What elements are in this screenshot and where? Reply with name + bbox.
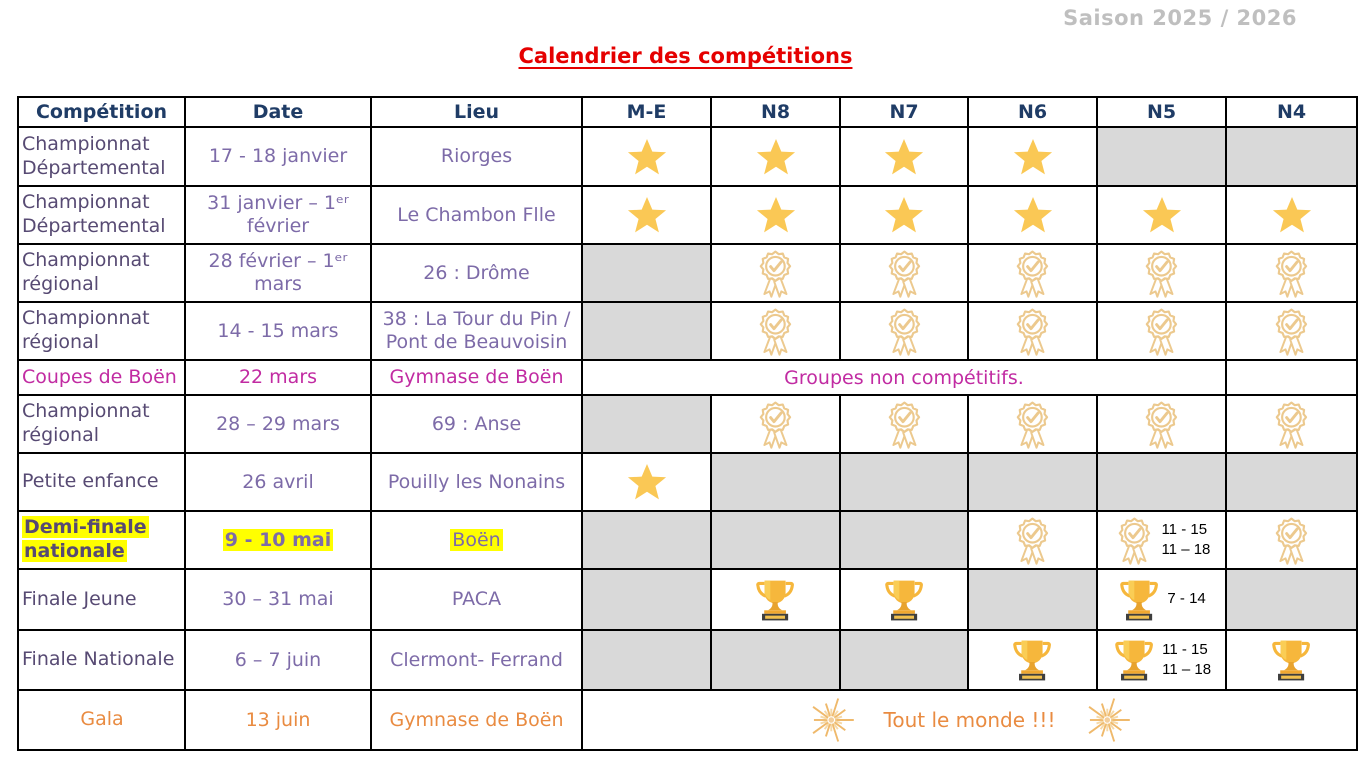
column-header-m-e: M-E: [582, 97, 711, 127]
level-cell-rosette: [968, 511, 1097, 569]
level-cell-star: [840, 127, 968, 186]
cell-date: 30 – 31 mai: [185, 569, 371, 630]
rosette-award-icon: [883, 248, 926, 298]
cell-name: Championnat régional: [18, 395, 185, 453]
rosette-award-icon: [1011, 248, 1054, 298]
rosette-award-icon: [754, 399, 797, 449]
level-cell-rosette: [711, 244, 840, 302]
level-cell-trophy: [1097, 630, 1226, 690]
fireworks-icon: [807, 694, 856, 746]
cell-name: Finale Nationale: [18, 630, 185, 690]
level-cell-rosette: [1226, 395, 1357, 453]
star-icon: [882, 135, 926, 179]
level-cell-rosette: [711, 302, 840, 360]
star-icon: [1270, 193, 1314, 237]
rosette-award-icon: [1270, 515, 1313, 565]
level-cell-rosette: [968, 244, 1097, 302]
title-row: [0, 44, 1371, 68]
rosette-award-icon: [1011, 399, 1054, 449]
cell-lieu: Riorges: [371, 127, 582, 186]
trophy-icon: [1010, 637, 1054, 683]
level-cell-empty: [1226, 453, 1357, 511]
table-row: [18, 453, 1357, 511]
column-header-date: Date: [185, 97, 371, 127]
cell-lieu: Gymnase de Boën: [371, 690, 582, 750]
level-cell-star: [968, 127, 1097, 186]
age-group-label: 11 - 15: [1162, 640, 1208, 658]
rosette-award-icon: [1140, 306, 1183, 356]
merged-note-cell: Groupes non compétitifs.: [582, 360, 1226, 395]
page-title: Calendrier des compétitions: [518, 44, 853, 68]
star-icon: [1011, 135, 1055, 179]
level-cell-empty: [968, 453, 1097, 511]
cell-lieu: 26 : Drôme: [371, 244, 582, 302]
rosette-award-icon: [754, 306, 797, 356]
level-cell-empty: [1097, 453, 1226, 511]
rosette-award-icon: [1270, 248, 1313, 298]
column-header-lieu: Lieu: [371, 97, 582, 127]
level-cell-rosette: [840, 302, 968, 360]
level-cell-rosette: [1226, 244, 1357, 302]
competitions-table: [17, 96, 1358, 751]
level-cell-trophy: [1226, 630, 1357, 690]
cell-date: 17 - 18 janvier: [185, 127, 371, 186]
age-group-label: 11 – 18: [1162, 661, 1212, 678]
level-cell-empty: [1226, 360, 1357, 395]
cell-lieu: 69 : Anse: [371, 395, 582, 453]
cell-name: Championnat régional: [18, 244, 185, 302]
level-cell-empty: [582, 302, 711, 360]
cell-name: Championnat Départemental: [18, 186, 185, 244]
level-cell-empty: [582, 630, 711, 690]
level-cell-empty: [840, 630, 968, 690]
highlighted-text: 9 - 10 mai: [224, 528, 332, 551]
highlighted-text: Boën: [452, 528, 501, 551]
cell-lieu: Le Chambon Flle: [371, 186, 582, 244]
cell-date: 31 janvier – 1ᵉʳ février: [185, 186, 371, 244]
level-cell-rosette: [1097, 395, 1226, 453]
merged-note-cell: [582, 690, 1357, 750]
cell-name: Gala: [18, 690, 185, 750]
highlighted-text: Demi-finale nationale: [24, 516, 147, 562]
season-label: Saison 2025 / 2026: [1063, 6, 1297, 30]
star-icon: [754, 193, 798, 237]
age-group-label: 11 - 15: [1161, 520, 1208, 538]
column-header-n5: N5: [1097, 97, 1226, 127]
rosette-award-icon: [1011, 306, 1054, 356]
rosette-award-icon: [1140, 399, 1183, 449]
level-cell-rosette: [968, 302, 1097, 360]
column-header-n7: N7: [840, 97, 968, 127]
cell-lieu: Gymnase de Boën: [371, 360, 582, 395]
level-cell-rosette: [1226, 302, 1357, 360]
trophy-icon: [1117, 577, 1161, 623]
cell-date: 28 février – 1ᵉʳ mars: [185, 244, 371, 302]
age-group-labels: [1162, 640, 1211, 681]
level-cell-rosette: [711, 395, 840, 453]
trophy-icon: [882, 577, 926, 623]
column-header-n4: N4: [1226, 97, 1357, 127]
level-cell-rosette: [1226, 511, 1357, 569]
level-cell-trophy: [711, 569, 840, 630]
level-cell-star: [968, 186, 1097, 244]
level-cell-empty: [1226, 569, 1357, 630]
column-header-n6: N6: [968, 97, 1097, 127]
rosette-award-icon: [883, 399, 926, 449]
level-cell-empty: [840, 453, 968, 511]
table-row: [18, 186, 1357, 244]
cell-lieu: [371, 511, 582, 569]
column-header-comp-tition: Compétition: [18, 97, 185, 127]
age-group-label: 11 – 18: [1161, 541, 1211, 558]
level-cell-star: [1097, 186, 1226, 244]
level-cell-rosette: [1097, 302, 1226, 360]
level-cell-rosette: [1097, 244, 1226, 302]
age-group-labels: [1161, 520, 1210, 561]
level-cell-trophy: [840, 569, 968, 630]
rosette-award-icon: [883, 306, 926, 356]
table-row: [18, 511, 1357, 569]
cell-date: 13 juin: [185, 690, 371, 750]
star-icon: [625, 193, 669, 237]
rosette-award-icon: [754, 248, 797, 298]
cell-name: [18, 511, 185, 569]
star-icon: [1011, 193, 1055, 237]
cell-lieu: Clermont- Ferrand: [371, 630, 582, 690]
star-icon: [754, 135, 798, 179]
level-cell-trophy: [1097, 569, 1226, 630]
table-header: [18, 97, 1357, 127]
age-group-labels: [1167, 589, 1205, 609]
fireworks-icon: [1083, 694, 1132, 746]
level-cell-empty: [582, 244, 711, 302]
trophy-icon: [1269, 637, 1313, 683]
cell-name: Championnat régional: [18, 302, 185, 360]
age-group-label: 7 - 14: [1167, 590, 1206, 608]
level-cell-rosette: [840, 244, 968, 302]
cell-name: Finale Jeune: [18, 569, 185, 630]
table-row: [18, 395, 1357, 453]
level-cell-empty: [968, 569, 1097, 630]
rosette-award-icon: [1140, 248, 1183, 298]
level-cell-star: [711, 127, 840, 186]
cell-date: 22 mars: [185, 360, 371, 395]
rosette-award-icon: [1011, 515, 1054, 565]
level-cell-empty: [711, 511, 840, 569]
table-row: [18, 360, 1357, 395]
level-cell-star: [840, 186, 968, 244]
star-icon: [1140, 193, 1184, 237]
star-icon: [625, 460, 669, 504]
table-row: [18, 569, 1357, 630]
rosette-award-icon: [1270, 306, 1313, 356]
cell-name: Coupes de Boën: [18, 360, 185, 395]
level-cell-star: [582, 453, 711, 511]
table-row: [18, 244, 1357, 302]
cell-name: Petite enfance: [18, 453, 185, 511]
level-cell-rosette: [1097, 511, 1226, 569]
cell-date: 26 avril: [185, 453, 371, 511]
level-cell-rosette: [840, 395, 968, 453]
level-cell-star: [582, 127, 711, 186]
cell-date: 14 - 15 mars: [185, 302, 371, 360]
level-cell-star: [582, 186, 711, 244]
level-cell-empty: [1097, 127, 1226, 186]
cell-lieu: PACA: [371, 569, 582, 630]
cell-date: 28 – 29 mars: [185, 395, 371, 453]
rosette-award-icon: [1113, 515, 1156, 565]
cell-name: Championnat Départemental: [18, 127, 185, 186]
level-cell-empty: [840, 511, 968, 569]
level-cell-star: [1226, 186, 1357, 244]
level-cell-empty: [1226, 127, 1357, 186]
level-cell-empty: [582, 511, 711, 569]
cell-date: 6 – 7 juin: [185, 630, 371, 690]
star-icon: [625, 135, 669, 179]
table-row: [18, 302, 1357, 360]
column-header-n8: N8: [711, 97, 840, 127]
level-cell-trophy: [968, 630, 1097, 690]
star-icon: [882, 193, 926, 237]
trophy-icon: [753, 577, 797, 623]
table-row: [18, 127, 1357, 186]
level-cell-empty: [711, 630, 840, 690]
level-cell-star: [711, 186, 840, 244]
merged-note-text: Tout le monde !!!: [883, 708, 1056, 732]
table-row: [18, 630, 1357, 690]
rosette-award-icon: [1270, 399, 1313, 449]
table-row: [18, 690, 1357, 750]
trophy-icon: [1112, 637, 1156, 683]
level-cell-empty: [582, 395, 711, 453]
cell-lieu: 38 : La Tour du Pin / Pont de Beauvoisin: [371, 302, 582, 360]
level-cell-empty: [582, 569, 711, 630]
level-cell-empty: [711, 453, 840, 511]
cell-date: [185, 511, 371, 569]
cell-lieu: Pouilly les Nonains: [371, 453, 582, 511]
level-cell-rosette: [968, 395, 1097, 453]
